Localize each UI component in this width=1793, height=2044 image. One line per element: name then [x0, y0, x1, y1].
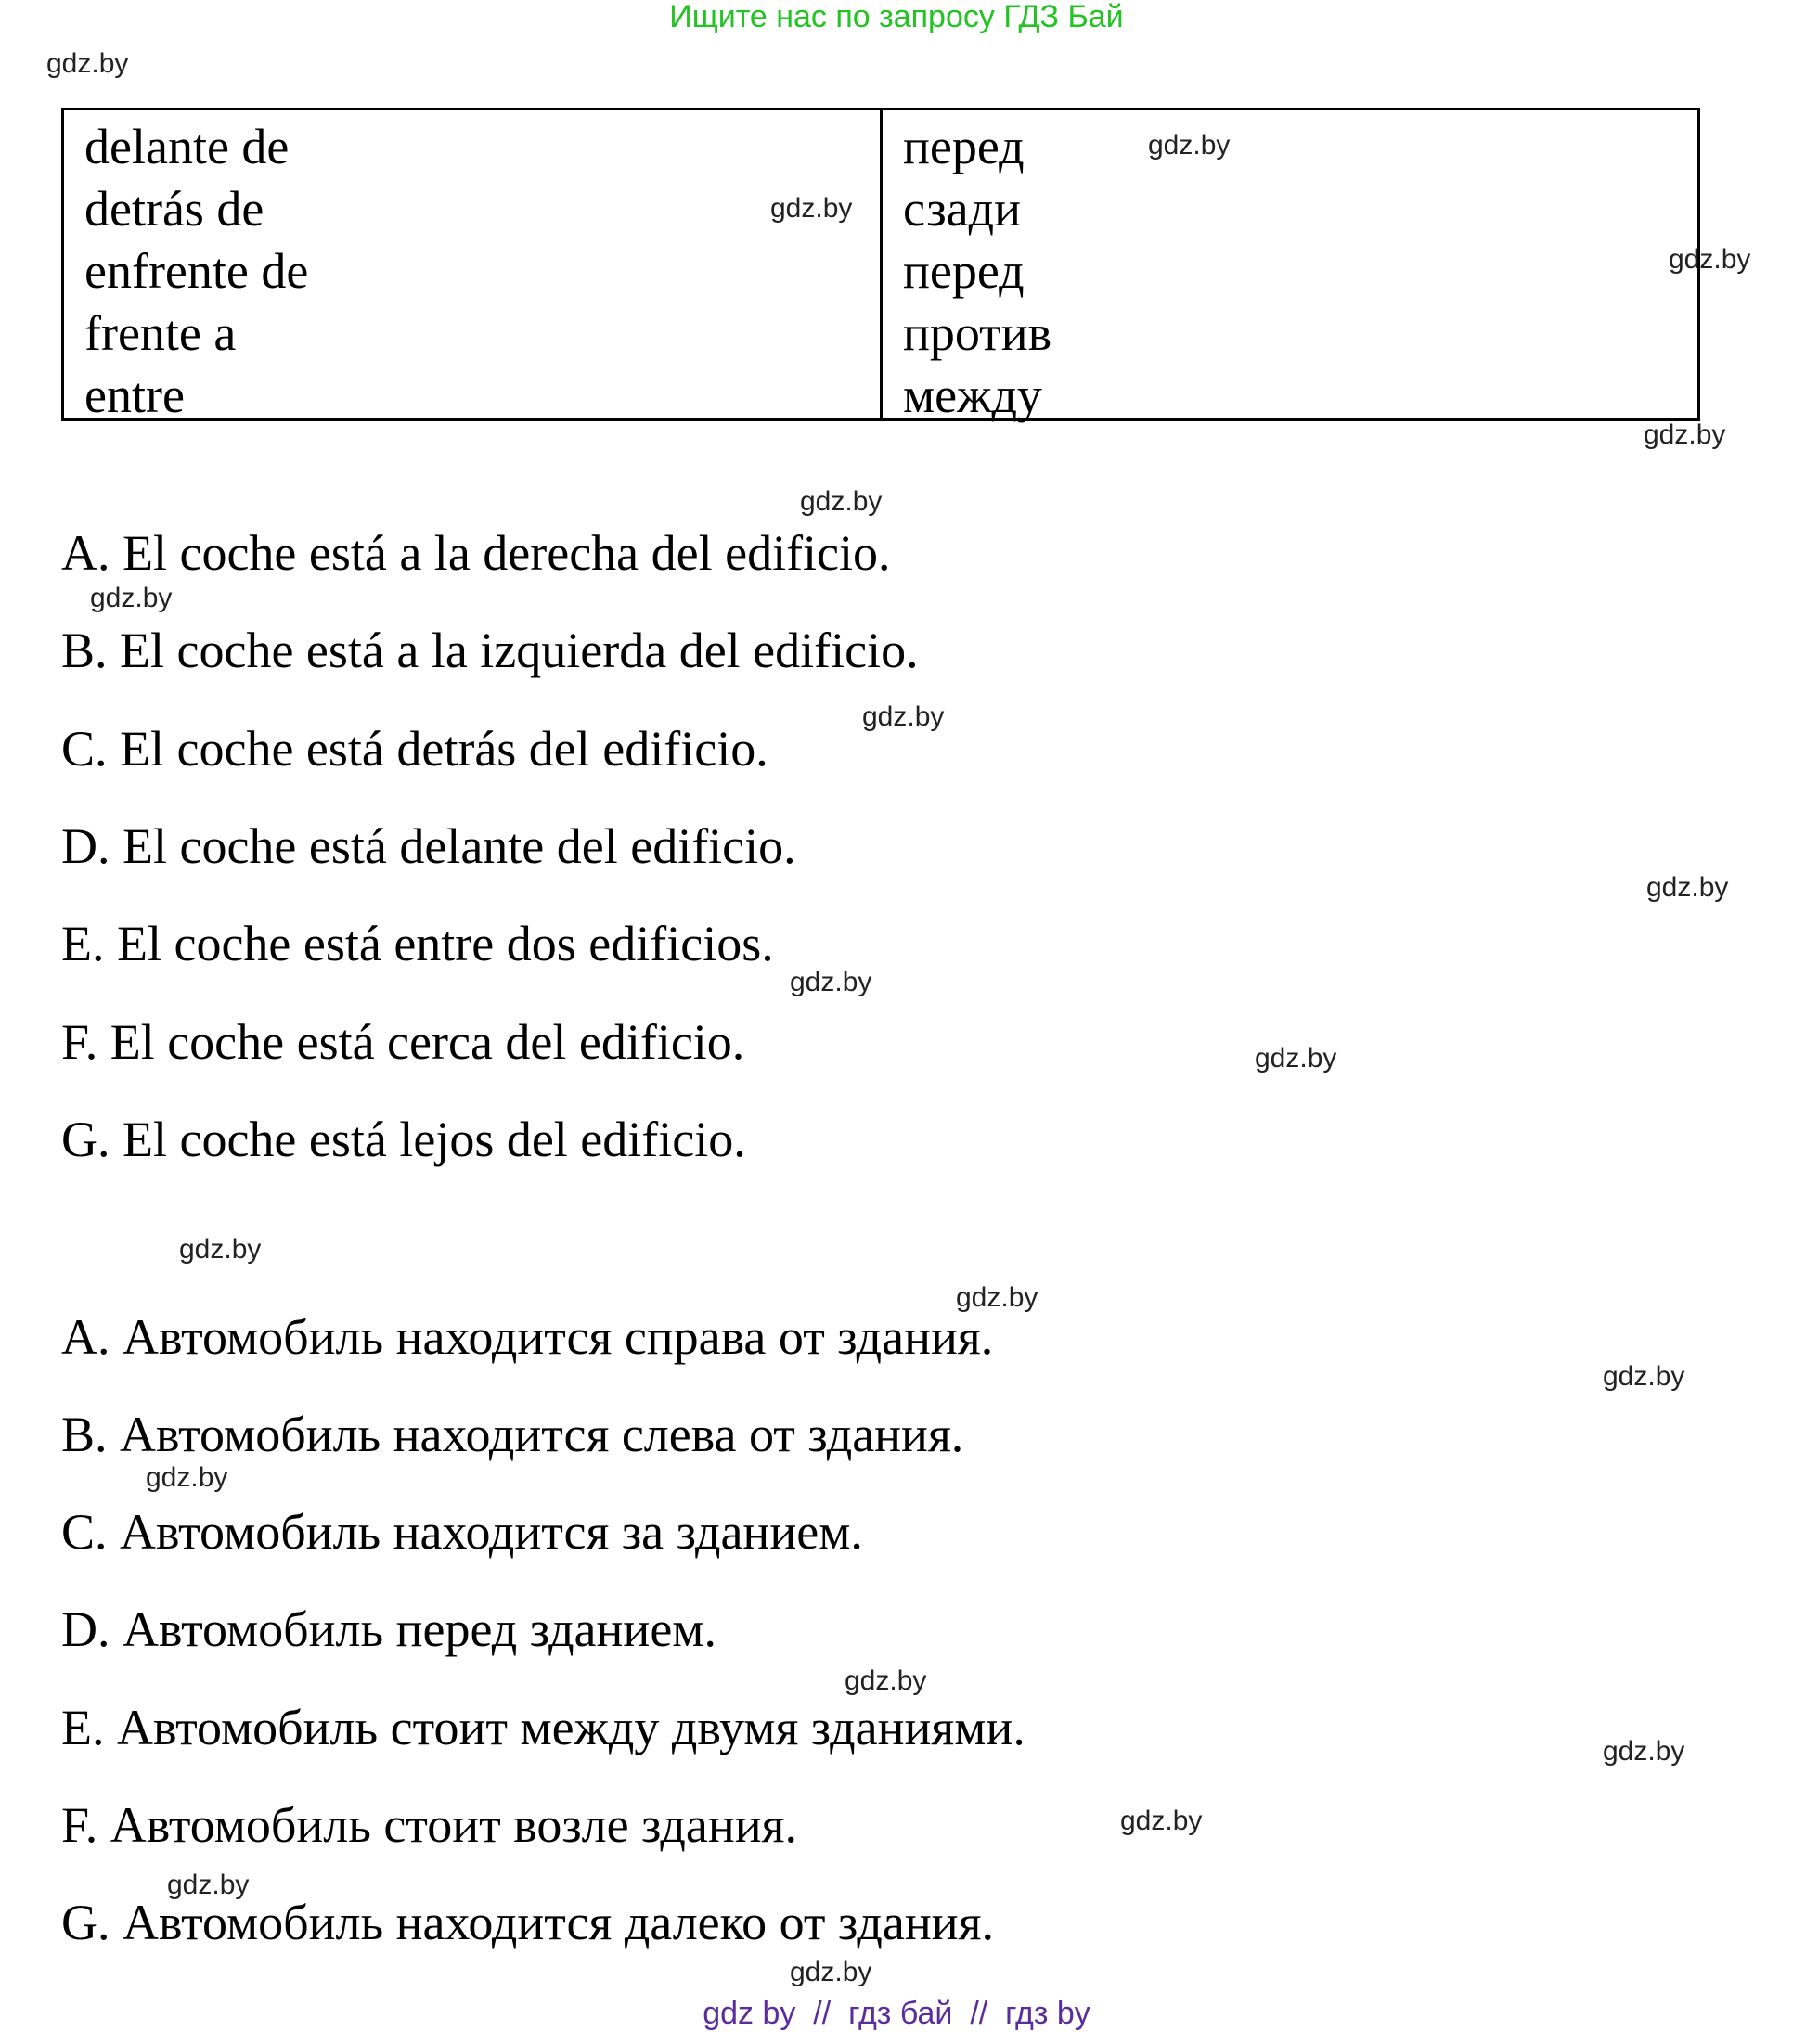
watermark: gdz.by [90, 583, 173, 613]
spanish-sentence-g: G. El coche está lejos del edificio. [61, 1112, 746, 1167]
vocabulary-table [61, 108, 1700, 421]
spanish-sentence-a: A. El coche está a la derecha del edificio. [61, 525, 891, 581]
russian-sentence-f: F. Автомобиль стоит возле здания. [61, 1797, 797, 1853]
spanish-sentence-b: B. El coche está a la izquierda del edificio. [61, 623, 919, 678]
spanish-word: entre [84, 367, 185, 423]
watermark: gdz.by [179, 1234, 262, 1265]
russian-sentence-b: B. Автомобиль находится слева от здания. [61, 1407, 964, 1462]
watermark: gdz.by [1603, 1361, 1685, 1392]
spanish-sentence-c: C. El coche está detrás del edificio. [61, 721, 768, 777]
watermark: gdz.by [146, 1462, 228, 1493]
russian-word: сзади [903, 181, 1021, 237]
watermark: gdz.by [1255, 1043, 1337, 1073]
spanish-word: frente a [84, 305, 237, 361]
russian-word: между [903, 367, 1042, 423]
watermark: gdz.by [1148, 130, 1231, 161]
spanish-word: detrás de [84, 181, 264, 237]
watermark: gdz.by [790, 967, 872, 997]
russian-sentence-d: D. Автомобиль перед зданием. [61, 1601, 716, 1657]
spanish-column [64, 110, 883, 423]
footer-links: gdz by // гдз бай // гдз by [703, 1996, 1090, 2031]
russian-word: перед [903, 119, 1025, 174]
watermark: gdz.by [1603, 1736, 1685, 1767]
watermark: gdz.by [1669, 244, 1751, 275]
russian-sentence-c: C. Автомобиль находится за зданием. [61, 1504, 863, 1560]
russian-sentence-e: E. Автомобиль стоит между двумя зданиями. [61, 1700, 1025, 1755]
watermark: gdz.by [1120, 1806, 1203, 1836]
spanish-sentence-f: F. El coche está cerca del edificio. [61, 1014, 745, 1070]
watermark: gdz.by [862, 701, 945, 732]
watermark: gdz.by [845, 1665, 927, 1696]
russian-sentence-g: G. Автомобиль находится далеко от здания. [61, 1895, 994, 1950]
spanish-sentence-e: E. El coche está entre dos edificios. [61, 916, 774, 971]
watermark: gdz.by [770, 193, 853, 224]
watermark: gdz.by [956, 1282, 1038, 1313]
russian-sentence-a: A. Автомобиль находится справа от здания. [61, 1309, 994, 1365]
watermark: gdz.by [800, 486, 883, 517]
spanish-word: enfrente de [84, 243, 309, 299]
russian-word: против [903, 305, 1052, 361]
watermark: gdz.by [46, 48, 129, 79]
russian-column [883, 110, 1697, 423]
spanish-sentence-d: D. El coche está delante del edificio. [61, 818, 796, 874]
russian-word: перед [903, 243, 1025, 299]
site-banner: Ищите нас по запросу ГДЗ Бай [669, 0, 1124, 34]
watermark: gdz.by [1644, 419, 1726, 450]
watermark: gdz.by [790, 1957, 872, 1987]
watermark: gdz.by [167, 1870, 250, 1900]
spanish-word: delante de [84, 119, 290, 174]
watermark: gdz.by [1646, 872, 1729, 903]
